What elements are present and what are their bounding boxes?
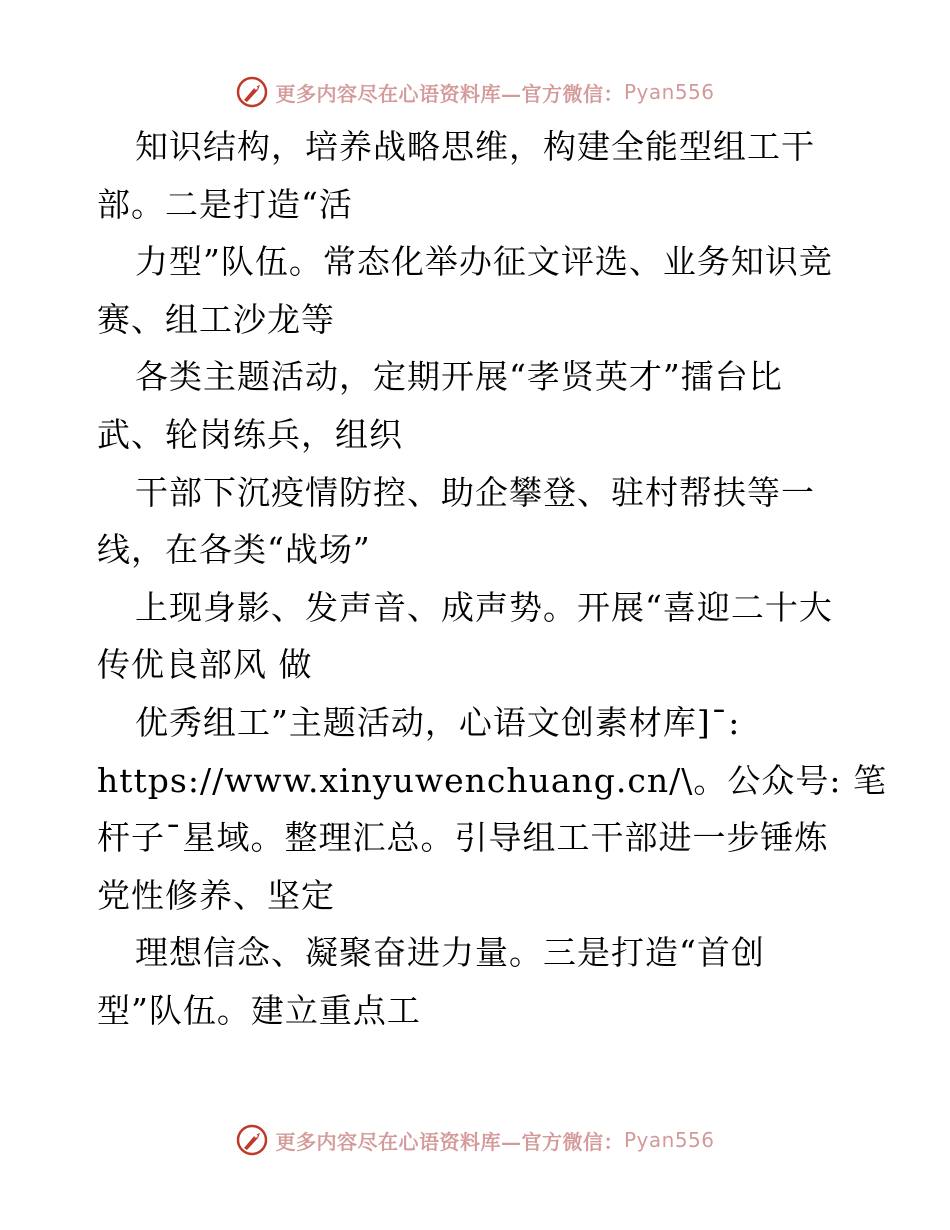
footer-watermark	[0, 1120, 950, 1160]
text-line: https://www.xinyuwenchuang.cn/\。公众号: 笔	[97, 760, 887, 800]
text-line: 赛、组工沙龙等	[97, 299, 335, 339]
text-line: 干部下沉疫情防控、助企攀登、驻村帮扶等一	[135, 472, 815, 512]
pen-nib-logo-icon	[235, 75, 269, 109]
document-body	[97, 118, 887, 1040]
text-line: 杆子¯星域。整理汇总。引导组工干部进一步锤炼	[97, 818, 829, 858]
text-line: 型”队伍。建立重点工	[97, 990, 421, 1030]
text-line: 力型”队伍。常态化举办征文评选、业务知识竞	[135, 242, 833, 282]
text-line: 上现身影、发声音、成声势。开展“喜迎二十大	[135, 587, 833, 627]
text-line: 知识结构，培养战略思维，构建全能型组工干	[135, 127, 815, 166]
watermark-account: Pyan556	[623, 80, 715, 104]
text-line: 优秀组工”主题活动，心语文创素材库]¯:	[135, 702, 741, 742]
header-watermark	[0, 72, 950, 112]
text-line: 各类主题活动，定期开展“孝贤英才”擂台比	[135, 357, 783, 397]
text-line: 传优良部风 做	[97, 645, 313, 685]
text-line: 武、轮岗练兵，组织	[97, 414, 403, 454]
text-line: 党性修养、坚定	[97, 875, 335, 915]
text-line: 理想信念、凝聚奋进力量。三是打造“首创	[135, 933, 765, 973]
text-line: 部。二是打造“活	[97, 184, 353, 224]
text-line: 线，在各类“战场”	[97, 530, 371, 570]
watermark-text: 更多内容尽在心语资料库—官方微信：	[275, 1129, 624, 1154]
pen-nib-logo-icon	[235, 1123, 269, 1157]
watermark-account: Pyan556	[623, 1128, 715, 1152]
watermark-text: 更多内容尽在心语资料库—官方微信：	[275, 81, 624, 106]
